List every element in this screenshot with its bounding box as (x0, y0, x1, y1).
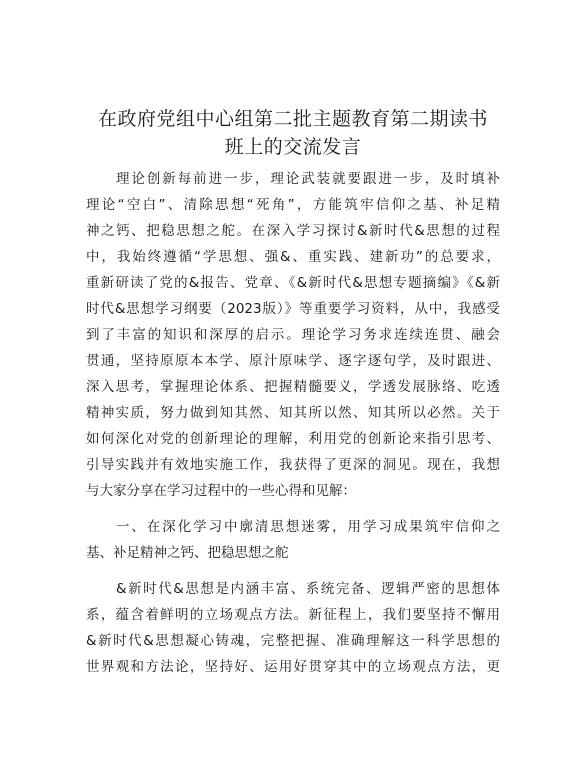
paragraph-line: 贯通，坚持原原本本学、原汁原味学、逐字逐句学，及时跟进、 (86, 353, 500, 369)
paragraph-line: &新时代&思想是内涵丰富、系统完备、逻辑严密的思想体 (116, 581, 500, 597)
section-heading-line: 基、补足精神之钙、把稳思想之舵 (86, 545, 289, 561)
section-heading-line: 一、在深化学习中廓清思想迷雾，用学习成果筑牢信仰之 (116, 519, 500, 535)
paragraph-line: 重新研读了党的&报告、党章、《&新时代&思想专题摘编》《&新 (86, 275, 500, 291)
paragraph-line: 理论创新每前进一步，理论武装就要跟进一步，及时填补 (116, 171, 500, 187)
paragraph-line: 中，我始终遵循“学思想、强&、重实践、建新功”的总要求， (86, 249, 500, 265)
paragraph-line: 精神实质，努力做到知其然、知其所以然、知其所以必然。关于 (86, 405, 500, 421)
paragraph-line: 与大家分享在学习过程中的一些心得和见解： (86, 483, 356, 499)
paragraph-line: 系，蕴含着鲜明的立场观点方法。新征程上，我们要坚持不懈用 (86, 607, 500, 623)
document-title-line-1: 在政府党组中心组第二批主题教育第二期读书 (97, 108, 488, 130)
paragraph-line: 理论“空白”、清除思想“死角”，方能筑牢信仰之基、补足精 (86, 197, 500, 213)
paragraph-line: 如何深化对党的创新理论的理解，利用党的创新论来指引思考、 (86, 431, 500, 447)
paragraph-line: 到了丰富的知识和深厚的启示。理论学习务求连续连贯、融会 (86, 327, 500, 343)
paragraph-line: 时代&思想学习纲要（2023版）》等重要学习资料，从中，我感受 (86, 301, 500, 317)
paragraph-line: 世界观和方法论，坚持好、运用好贯穿其中的立场观点方法，更 (86, 659, 500, 675)
paragraph-line: &新时代&思想凝心铸魂，完整把握、准确理解这一科学思想的 (86, 633, 500, 649)
paragraph-line: 神之钙、把稳思想之舵。在深入学习探讨&新时代&思想的过程 (86, 223, 500, 239)
paragraph-line: 引导实践并有效地实施工作，我获得了更深的洞见。现在，我想 (86, 457, 500, 473)
paragraph-line: 深入思考，掌握理论体系、把握精髓要义，学透发展脉络、吃透 (86, 379, 500, 395)
document-title-line-2: 班上的交流发言 (224, 136, 362, 158)
